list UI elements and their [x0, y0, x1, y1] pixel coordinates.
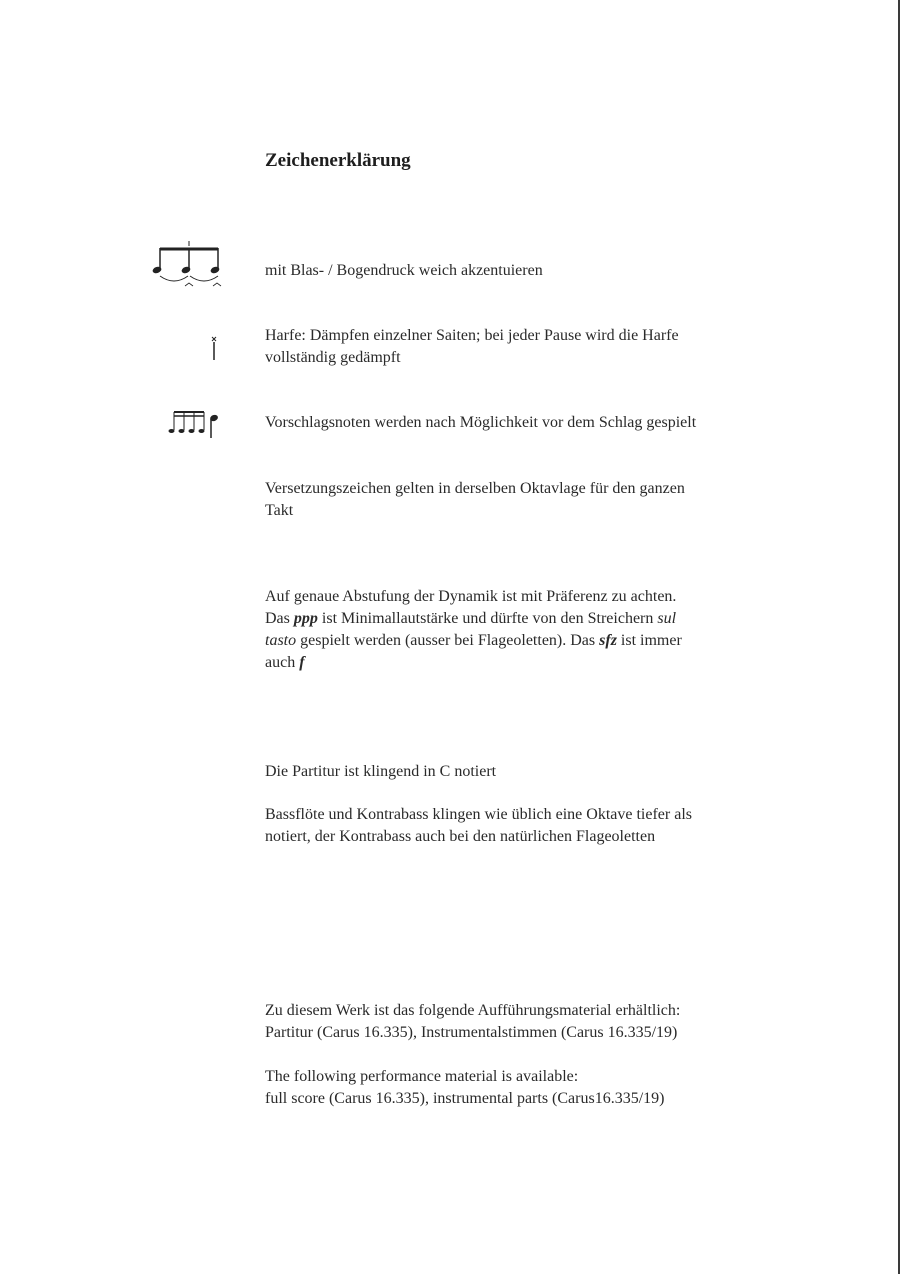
dynamics-paragraph — [265, 586, 765, 674]
material-english-line-1: The following performance material is available: — [265, 1068, 579, 1085]
ppp-dynamic: ppp — [293, 610, 318, 627]
legend-accidentals-line-2: Takt — [265, 502, 294, 519]
legend-accidentals-line-1: Versetzungszeichen gelten in derselben Oktavlage für den ganzen — [265, 480, 685, 497]
dynamics-text: ist Minimallautstärke und dürfte von den Streichern — [317, 610, 658, 627]
grace-notes-icon — [168, 408, 222, 440]
bass-note-line-1: Bassflöte und Kontrabass klingen wie üblich eine Oktave tiefer als — [265, 806, 692, 823]
material-german-line-2: Partitur (Carus 16.335), Instrumentalstimmen (Carus 16.335/19) — [265, 1024, 678, 1041]
legend-grace-text: Vorschlagsnoten werden nach Möglichkeit vor dem Schlag gespielt — [265, 414, 697, 431]
legend-harp-line-1: Harfe: Dämpfen einzelner Saiten; bei jeder Pause wird die Harfe — [265, 327, 679, 344]
sfz-dynamic: sfz — [599, 632, 617, 649]
material-english — [265, 1066, 765, 1110]
harp-damp-icon — [206, 332, 222, 364]
dynamics-line-4 — [265, 652, 765, 674]
legend-harp-text — [265, 325, 765, 369]
dynamics-text: gespielt werden (ausser bei Flageoletten). Das — [296, 632, 600, 649]
dynamics-line-1: Auf genaue Abstufung der Dynamik ist mit Präferenz zu achten. — [265, 588, 677, 605]
accent-notes-icon — [152, 240, 226, 292]
material-english-line-2: full score (Carus 16.335), instrumental parts (Carus16.335/19) — [265, 1090, 665, 1107]
legend-harp-line-2: vollständig gedämpft — [265, 349, 401, 366]
dynamics-line-3 — [265, 630, 765, 652]
dynamics-text: ist immer — [616, 632, 682, 649]
dynamics-line-2 — [265, 608, 765, 630]
bass-note-line-2: notiert, der Kontrabass auch bei den natürlichen Flageoletten — [265, 828, 656, 845]
material-german — [265, 1000, 765, 1044]
sul-term: sul — [657, 610, 677, 627]
f-dynamic: f — [299, 654, 305, 671]
legend-accent-text: mit Blas- / Bogendruck weich akzentuieren — [265, 262, 543, 279]
score-note: Die Partitur ist klingend in C notiert — [265, 763, 497, 780]
material-german-line-1: Zu diesem Werk ist das folgende Aufführungsmaterial erhältlich: — [265, 1002, 681, 1019]
dynamics-text: auch — [265, 654, 300, 671]
page-title: Zeichenerklärung — [265, 150, 411, 171]
legend-accidentals-text — [265, 478, 765, 522]
tasto-term: tasto — [265, 632, 297, 649]
bass-note — [265, 804, 765, 848]
dynamics-text: Das — [265, 610, 294, 627]
